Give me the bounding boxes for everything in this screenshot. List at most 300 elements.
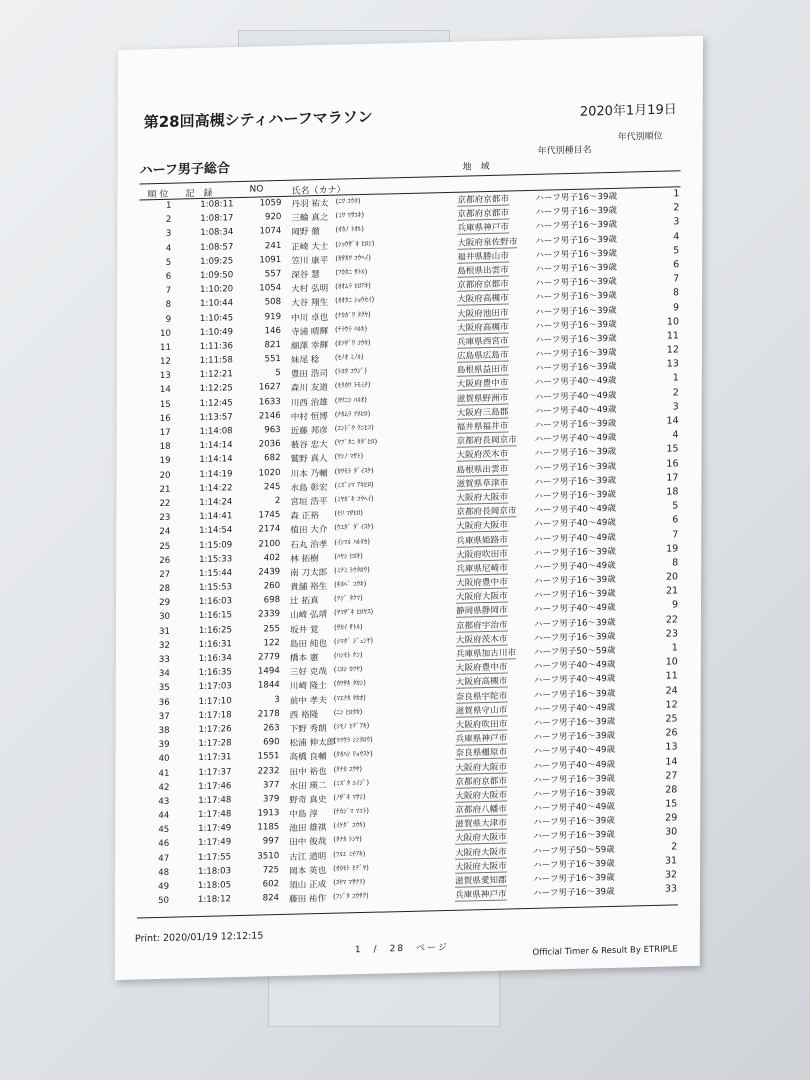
- cell-kana: (ﾀﾅｶ ﾕｳﾔ): [333, 764, 363, 774]
- cell-time: 1:16:25: [198, 624, 232, 636]
- cell-time: 1:16:31: [198, 639, 232, 650]
- cell-kana: (ｾﾉｵ ﾐﾉﾙ): [334, 353, 364, 362]
- cell-rank: 43: [158, 796, 170, 807]
- cell-no: 2: [274, 495, 281, 507]
- cell-name: 丹羽 祐太: [291, 198, 329, 210]
- cell-kana: (ｵｵﾑﾗ ﾋﾛｱｷ): [335, 281, 371, 291]
- cell-time: 1:14:41: [199, 511, 233, 523]
- cell-name: 前中 孝夫: [289, 695, 327, 707]
- cell-time: 1:11:58: [199, 355, 233, 367]
- cell-no: 2779: [257, 652, 280, 663]
- cell-name: 水島 彰宏: [290, 482, 328, 494]
- cell-area: 兵庫県加古川市: [456, 646, 516, 660]
- cell-area: 滋賀県愛知郡: [455, 874, 507, 888]
- cell-cat-rank: 2: [671, 840, 678, 853]
- cell-rank: 27: [159, 569, 171, 580]
- cell-kana: (ｽﾔﾏ ﾏｻﾅﾘ): [333, 877, 366, 887]
- cell-time: 1:17:55: [198, 851, 232, 863]
- cell-category: ハーフ男子16～39歳: [535, 220, 617, 233]
- cell-category: ハーフ男子16～39歳: [535, 276, 617, 289]
- cell-rank: 33: [158, 654, 170, 666]
- cell-no: 690: [263, 737, 280, 748]
- cell-category: ハーフ男子16～39歳: [534, 574, 616, 587]
- cell-no: 263: [263, 722, 280, 734]
- cell-area: 兵庫県姫路市: [456, 533, 508, 547]
- cell-cat-rank: 21: [665, 585, 679, 597]
- header-category: 年代別種目名: [537, 145, 592, 157]
- cell-no: 682: [264, 453, 281, 464]
- cell-kana: (ﾔﾌﾞﾀﾆ ﾀﾀﾞﾋﾛ): [334, 437, 378, 447]
- cell-cat-rank: 11: [666, 330, 679, 342]
- race-title: 第28回高槻シティハーフマラソン: [143, 107, 373, 132]
- cell-category: ハーフ男子40～49歳: [533, 759, 616, 772]
- cell-name: 妹尾 稔: [290, 355, 320, 366]
- cell-no: 824: [262, 893, 280, 904]
- cell-area: 京都府長岡京市: [456, 504, 516, 518]
- cell-kana: (ｲｹﾀﾞ ﾕｳｷ): [333, 821, 366, 830]
- cell-category: ハーフ男子40～49歳: [534, 390, 617, 403]
- cell-cat-rank: 2: [673, 202, 680, 214]
- cell-time: 1:18:03: [197, 866, 232, 877]
- cell-kana: (ﾂｼﾞ ﾀｸﾏ): [334, 594, 363, 603]
- cell-area: 大阪府吹田市: [456, 717, 508, 731]
- cell-kana: (ﾅｶｼﾞﾏ ﾏｺﾄ): [333, 806, 370, 816]
- cell-time: 1:17:37: [198, 766, 232, 778]
- print-timestamp: Print: 2020/01/19 12:12:15: [134, 930, 264, 945]
- cell-no: 1844: [257, 680, 280, 691]
- cell-no: 725: [262, 864, 280, 876]
- cell-cat-rank: 17: [666, 472, 679, 484]
- cell-category: ハーフ男子16～39歳: [535, 205, 618, 218]
- cell-kana: (ﾏﾂｳﾗ ｼﾝﾀﾛｳ): [333, 735, 373, 745]
- cell-no: 3: [274, 694, 280, 705]
- cell-rank: 12: [159, 356, 171, 368]
- cell-rank: 29: [159, 597, 171, 609]
- cell-kana: (ｼﾓﾉ ﾋﾃﾞｱｷ): [333, 721, 370, 731]
- cell-category: ハーフ男子16～39歳: [535, 234, 617, 247]
- cell-name: 森 正裕: [290, 511, 319, 522]
- cell-kana: (ｺﾝﾄﾞｳ ｸﾆﾋｺ): [334, 423, 374, 433]
- cell-category: ハーフ男子40～49歳: [533, 702, 616, 715]
- cell-area: 兵庫県神戸市: [457, 221, 509, 235]
- cell-name: 南 刀太郎: [290, 567, 328, 579]
- cell-rank: 35: [158, 683, 170, 694]
- cell-name: 坂井 覚: [289, 624, 319, 636]
- cell-no: 402: [263, 552, 281, 564]
- cell-category: ハーフ男子16～39歳: [534, 319, 617, 332]
- cell-no: 919: [264, 311, 282, 322]
- cell-name: 田中 裕也: [289, 766, 327, 778]
- cell-category: ハーフ男子40～49歳: [533, 674, 616, 687]
- cell-no: 5: [275, 368, 281, 379]
- cell-kana: (ﾀｶﾊｼ ﾘｮｳｽｹ): [333, 750, 373, 760]
- cell-cat-rank: 1: [673, 188, 680, 200]
- cell-area: 広島県広島市: [457, 349, 509, 363]
- cell-no: 245: [264, 481, 281, 493]
- cell-time: 1:17:10: [198, 695, 232, 707]
- cell-area: 兵庫県尼崎市: [456, 561, 508, 575]
- cell-time: 1:17:48: [198, 809, 232, 821]
- cell-name: 藤田 祐作: [288, 894, 327, 906]
- cell-no: 1551: [257, 751, 280, 762]
- cell-category: ハーフ男子40～49歳: [534, 404, 617, 417]
- cell-kana: (ﾔﾏｻﾞｷ ﾋﾛﾔｽ): [334, 608, 374, 618]
- cell-name: 森川 友道: [290, 383, 328, 395]
- cell-category: ハーフ男子16～39歳: [535, 291, 617, 304]
- cell-cat-rank: 9: [672, 301, 680, 313]
- cell-time: 1:14:14: [199, 454, 233, 466]
- cell-name: 水田 瑛二: [289, 780, 327, 792]
- cell-name: 深谷 慧: [291, 270, 320, 281]
- cell-category: ハーフ男子40～49歳: [534, 503, 616, 516]
- cell-area: 大阪府大阪市: [456, 519, 508, 533]
- cell-name: 高橋 良輔: [289, 752, 327, 764]
- cell-no: 1020: [258, 467, 281, 479]
- cell-cat-rank: 18: [666, 486, 679, 498]
- cell-rank: 44: [158, 810, 170, 822]
- cell-area: 兵庫県神戸市: [456, 732, 508, 746]
- header-no: NO: [249, 184, 264, 195]
- cell-category: ハーフ男子16～39歳: [535, 248, 617, 261]
- cell-area: 京都府京都市: [457, 207, 509, 221]
- cell-kana: (ﾀﾅｶ ﾄｼﾔ): [333, 835, 362, 845]
- cell-rank: 2: [165, 214, 172, 226]
- header-cat-rank: 年代別順位: [617, 131, 663, 143]
- cell-rank: 45: [158, 825, 170, 836]
- cell-time: 1:18:05: [197, 880, 232, 892]
- cell-cat-rank: 15: [665, 798, 678, 810]
- cell-rank: 38: [158, 725, 170, 736]
- cell-category: ハーフ男子16～39歳: [533, 688, 616, 701]
- cell-area: 島根県出雲市: [457, 263, 509, 277]
- timer-credit: Official Timer & Result By ETRIPLE: [532, 944, 678, 958]
- cell-time: 1:14:08: [199, 426, 233, 438]
- cell-cat-rank: 11: [665, 670, 678, 682]
- cell-cat-rank: 29: [665, 812, 678, 824]
- cell-kana: (ﾆｼ ﾋﾛﾀｶ): [333, 707, 363, 717]
- cell-cat-rank: 22: [665, 613, 678, 626]
- cell-category: ハーフ男子16～39歳: [534, 489, 617, 502]
- cell-name: 植田 大介: [290, 525, 328, 537]
- cell-cat-rank: 5: [673, 245, 680, 257]
- cell-kana: (ｵｶﾉ ﾄｵﾙ): [335, 225, 365, 235]
- cell-name: 辻 拓真: [290, 596, 319, 608]
- cell-cat-rank: 3: [672, 401, 679, 413]
- cell-category: ハーフ男子16～39歳: [532, 887, 615, 900]
- cell-cat-rank: 8: [673, 287, 680, 299]
- cell-rank: 7: [165, 285, 172, 296]
- cell-name: 宮垣 浩平: [290, 496, 328, 508]
- cell-rank: 25: [159, 541, 171, 552]
- cell-area: 京都府宇治市: [456, 618, 508, 632]
- cell-cat-rank: 14: [665, 755, 678, 768]
- cell-kana: (ﾃﾗｳﾗ ﾊﾙｷ): [334, 324, 368, 334]
- cell-time: 1:14:24: [199, 497, 233, 508]
- cell-area: 滋賀県大津市: [455, 817, 507, 831]
- cell-cat-rank: 4: [672, 429, 679, 441]
- cell-kana: (ｶﾜｻｷ ﾀｶｼ): [333, 679, 366, 689]
- cell-category: ハーフ男子40～49歳: [533, 745, 616, 758]
- cell-name: 三輪 真之: [291, 213, 329, 224]
- cell-area: 京都府八幡市: [455, 803, 507, 817]
- cell-area: 兵庫県西宮市: [457, 334, 509, 348]
- cell-no: 241: [264, 240, 282, 251]
- cell-time: 1:08:57: [200, 241, 234, 253]
- cell-area: 大阪府大阪市: [455, 760, 507, 774]
- cell-kana: (ﾐｽﾞﾀ ｴｲｼﾞ): [333, 778, 370, 788]
- cell-category: ハーフ男子16～39歳: [533, 830, 615, 843]
- cell-time: 1:18:12: [197, 894, 232, 906]
- cell-rank: 42: [158, 782, 170, 793]
- cell-category: ハーフ男子40～49歳: [534, 376, 617, 389]
- cell-no: 1091: [259, 254, 282, 266]
- cell-kana: (ﾊｼﾓﾄ ｹﾝ): [333, 651, 363, 660]
- cell-time: 1:08:11: [200, 199, 234, 210]
- cell-no: 2036: [258, 439, 281, 450]
- cell-category: ハーフ男子16～39歳: [535, 262, 617, 275]
- cell-area: 奈良県橿原市: [455, 746, 507, 760]
- cell-name: 岡野 徹: [291, 227, 320, 239]
- cell-no: 821: [264, 339, 281, 351]
- cell-rank: 30: [159, 612, 171, 623]
- cell-time: 1:13:57: [199, 412, 233, 423]
- cell-rank: 34: [158, 668, 170, 680]
- cell-rank: 3: [165, 229, 172, 240]
- cell-no: 1074: [259, 226, 282, 237]
- cell-time: 1:10:45: [199, 312, 234, 324]
- cell-area: 大阪府高槻市: [457, 292, 509, 306]
- cell-time: 1:15:33: [199, 553, 233, 565]
- cell-kana: (ｼｮｳｻﾞｷ ﾋﾛｼ): [335, 239, 375, 249]
- cell-no: 1494: [257, 666, 280, 677]
- cell-area: 福井県福井市: [457, 419, 509, 433]
- cell-time: 1:17:31: [198, 752, 232, 764]
- cell-area: 京都府長岡京市: [457, 433, 517, 447]
- header-rank: 順 位: [147, 189, 169, 201]
- cell-name: 池田 雄祺: [289, 823, 327, 835]
- cell-name: 西 裕隆: [289, 709, 319, 721]
- cell-name: 鷲野 真人: [290, 454, 328, 466]
- cell-category: ハーフ男子16～39歳: [533, 773, 616, 786]
- cell-category: ハーフ男子16～39歳: [534, 418, 617, 431]
- cell-area: 大阪府高槻市: [457, 320, 509, 334]
- cell-area: 大阪府吹田市: [456, 547, 508, 561]
- cell-kana: (ﾅｶﾑﾗ ﾂﾈﾋﾛ): [334, 409, 371, 419]
- cell-no: 602: [262, 879, 280, 890]
- cell-category: ハーフ男子16～39歳: [534, 589, 616, 602]
- cell-time: 1:12:25: [199, 383, 233, 395]
- cell-rank: 14: [159, 385, 171, 396]
- cell-category: ハーフ男子40～49歳: [533, 801, 615, 814]
- cell-rank: 41: [158, 768, 170, 779]
- cell-no: 260: [263, 581, 281, 592]
- cell-no: 255: [263, 623, 280, 635]
- cell-no: 551: [264, 354, 281, 365]
- cell-rank: 49: [158, 881, 170, 893]
- cell-name: 三好 克哉: [289, 667, 327, 678]
- cell-area: 滋賀県守山市: [456, 703, 508, 717]
- cell-no: 379: [262, 793, 280, 805]
- cell-name: 島田 純也: [289, 638, 328, 650]
- cell-area: 大阪府三島郡: [457, 405, 509, 419]
- cell-cat-rank: 27: [665, 770, 678, 782]
- cell-name: 中村 恒博: [290, 411, 328, 423]
- cell-category: ハーフ男子16～39歳: [534, 475, 617, 488]
- cell-rank: 17: [159, 427, 171, 438]
- cell-area: 大阪府高槻市: [456, 675, 508, 689]
- cell-name: 岡本 英也: [289, 865, 327, 877]
- cell-category: ハーフ男子40～49歳: [534, 532, 616, 545]
- cell-category: ハーフ男子16～39歳: [533, 617, 616, 630]
- cell-category: ハーフ男子16～39歳: [534, 461, 617, 474]
- cell-name: 貴舗 裕生: [290, 581, 328, 593]
- cell-rank: 39: [158, 739, 170, 751]
- cell-time: 1:16:15: [198, 610, 233, 622]
- cell-time: 1:15:53: [198, 582, 233, 594]
- cell-time: 1:12:45: [199, 397, 233, 409]
- cell-cat-rank: 28: [665, 784, 678, 796]
- cell-kana: (ｶｻｶﾜ ｺｳﾍｲ): [335, 253, 371, 263]
- cell-cat-rank: 7: [673, 273, 680, 285]
- cell-category: ハーフ男子16～39歳: [533, 816, 615, 829]
- cell-cat-rank: 1: [671, 642, 678, 654]
- cell-cat-rank: 10: [666, 315, 680, 328]
- cell-cat-rank: 5: [672, 500, 679, 512]
- cell-cat-rank: 20: [665, 571, 679, 583]
- cell-rank: 37: [158, 711, 170, 722]
- cell-cat-rank: 24: [665, 684, 678, 697]
- cell-kana: (ﾊﾔｼ ﾋﾛｷ): [334, 551, 363, 561]
- cell-area: 静岡県静岡市: [456, 604, 508, 618]
- cell-kana: (ｷﾎﾍﾞ ﾕｳｷ): [334, 579, 367, 589]
- cell-category: ハーフ男子40～49歳: [534, 433, 617, 446]
- cell-rank: 18: [159, 441, 171, 453]
- cell-category: ハーフ男子16～39歳: [533, 787, 615, 800]
- cell-cat-rank: 32: [664, 869, 678, 881]
- cell-time: 1:17:26: [198, 724, 232, 735]
- cell-no: 698: [263, 595, 281, 606]
- cell-area: 大阪府茨木市: [457, 448, 509, 462]
- cell-no: 146: [264, 325, 282, 337]
- cell-rank: 31: [159, 626, 170, 637]
- cell-no: 2232: [257, 765, 280, 777]
- cell-kana: (ﾐﾔｶﾞｷ ｺｳﾍｲ): [334, 494, 374, 504]
- cell-rank: 32: [158, 640, 170, 651]
- cell-name: 下野 秀朗: [289, 723, 327, 735]
- cell-rank: 40: [158, 754, 170, 765]
- cell-time: 1:10:44: [199, 298, 234, 310]
- cell-cat-rank: 4: [673, 230, 680, 242]
- cell-no: 122: [263, 637, 280, 649]
- cell-cat-rank: 9: [671, 599, 679, 611]
- cell-kana: (ｻｶｲ ｻﾄﾙ): [333, 622, 363, 632]
- cell-area: 大阪府大阪市: [455, 788, 507, 802]
- cell-cat-rank: 25: [665, 713, 678, 725]
- cell-no: 1059: [259, 198, 282, 209]
- cell-name: 川崎 隆士: [289, 681, 327, 693]
- header-area: 地 域: [462, 161, 490, 173]
- cell-no: 920: [264, 212, 282, 223]
- cell-no: 377: [262, 779, 280, 791]
- cell-cat-rank: 31: [665, 855, 678, 867]
- cell-name: 薮谷 忠大: [290, 440, 328, 451]
- cell-time: 1:17:49: [198, 823, 232, 835]
- cell-time: 1:10:49: [199, 326, 234, 338]
- cell-cat-rank: 13: [665, 741, 678, 753]
- cell-name: 川西 治雄: [290, 397, 328, 409]
- header-time: 記 録: [185, 188, 213, 200]
- cell-area: 大阪府大阪市: [455, 859, 507, 873]
- cell-area: 奈良県宇陀市: [456, 689, 508, 703]
- cell-kana: (ﾏｴﾅｶ ﾀｶｵ): [333, 693, 366, 703]
- cell-name: 中島 淳: [289, 809, 318, 820]
- cell-cat-rank: 8: [672, 557, 679, 569]
- cell-area: 大阪府大阪市: [455, 845, 507, 859]
- cell-time: 1:11:36: [199, 341, 233, 352]
- cell-cat-rank: 6: [672, 514, 679, 526]
- cell-cat-rank: 3: [673, 216, 680, 228]
- cell-name: 古江 道明: [289, 851, 327, 863]
- cell-cat-rank: 2: [672, 386, 679, 399]
- cell-category: ハーフ男子40～49歳: [534, 560, 616, 573]
- cell-rank: 5: [165, 257, 172, 268]
- cell-kana: (ｵｵﾀﾆ ｼｮｳｾｲ): [335, 296, 375, 306]
- cell-name: 正崎 大士: [291, 241, 329, 253]
- cell-area: 大阪府豊中市: [456, 661, 508, 675]
- cell-rank: 50: [158, 895, 170, 907]
- cell-name: 林 拓樹: [290, 553, 319, 565]
- cell-kana: (ﾌｼﾞﾀ ﾕｳｻｸ): [333, 892, 369, 901]
- cell-category: ハーフ男子50～59歳: [533, 645, 616, 658]
- cell-rank: 47: [158, 853, 170, 864]
- cell-name: 豊田 浩司: [290, 369, 328, 381]
- cell-area: 京都府京都市: [457, 192, 509, 206]
- cell-area: 大阪府大阪市: [456, 490, 508, 504]
- cell-time: 1:15:44: [199, 568, 233, 579]
- cell-area: 島根県益田市: [457, 363, 509, 377]
- cell-no: 997: [262, 836, 280, 847]
- cell-rank: 8: [165, 300, 172, 311]
- cell-kana: (ﾓﾘ ﾏｻﾋﾛ): [334, 509, 364, 518]
- cell-area: 滋賀県草津市: [456, 476, 508, 490]
- cell-cat-rank: 15: [666, 443, 679, 455]
- cell-category: ハーフ男子16～39歳: [534, 447, 617, 460]
- cell-name: 寺浦 晴輝: [290, 326, 329, 338]
- cell-no: 2439: [258, 566, 281, 578]
- cell-rank: 36: [158, 697, 170, 708]
- cell-no: 1185: [257, 822, 280, 833]
- results-table: [137, 186, 679, 909]
- cell-area: 京都府京都市: [455, 774, 507, 788]
- cell-cat-rank: 1: [672, 372, 679, 384]
- cell-rank: 15: [159, 399, 171, 410]
- cell-time: 1:10:20: [199, 284, 234, 296]
- cell-time: 1:09:50: [200, 270, 234, 281]
- cell-rank: 24: [159, 527, 171, 538]
- cell-rank: 4: [165, 243, 172, 254]
- cell-cat-rank: 19: [666, 542, 679, 555]
- cell-kana: (ﾐﾜ ﾏｻﾕｷ): [335, 211, 365, 220]
- cell-kana: (ﾆﾜ ﾕｳﾀ): [335, 197, 361, 206]
- cell-time: 1:17:03: [198, 681, 232, 693]
- cell-no: 1627: [258, 382, 281, 393]
- cell-no: 2100: [258, 538, 281, 550]
- cell-rank: 6: [165, 271, 172, 282]
- cell-rank: 21: [159, 484, 171, 495]
- cell-rank: 22: [159, 498, 171, 509]
- cell-rank: 26: [159, 555, 171, 566]
- cell-area: 大阪府池田市: [457, 306, 509, 320]
